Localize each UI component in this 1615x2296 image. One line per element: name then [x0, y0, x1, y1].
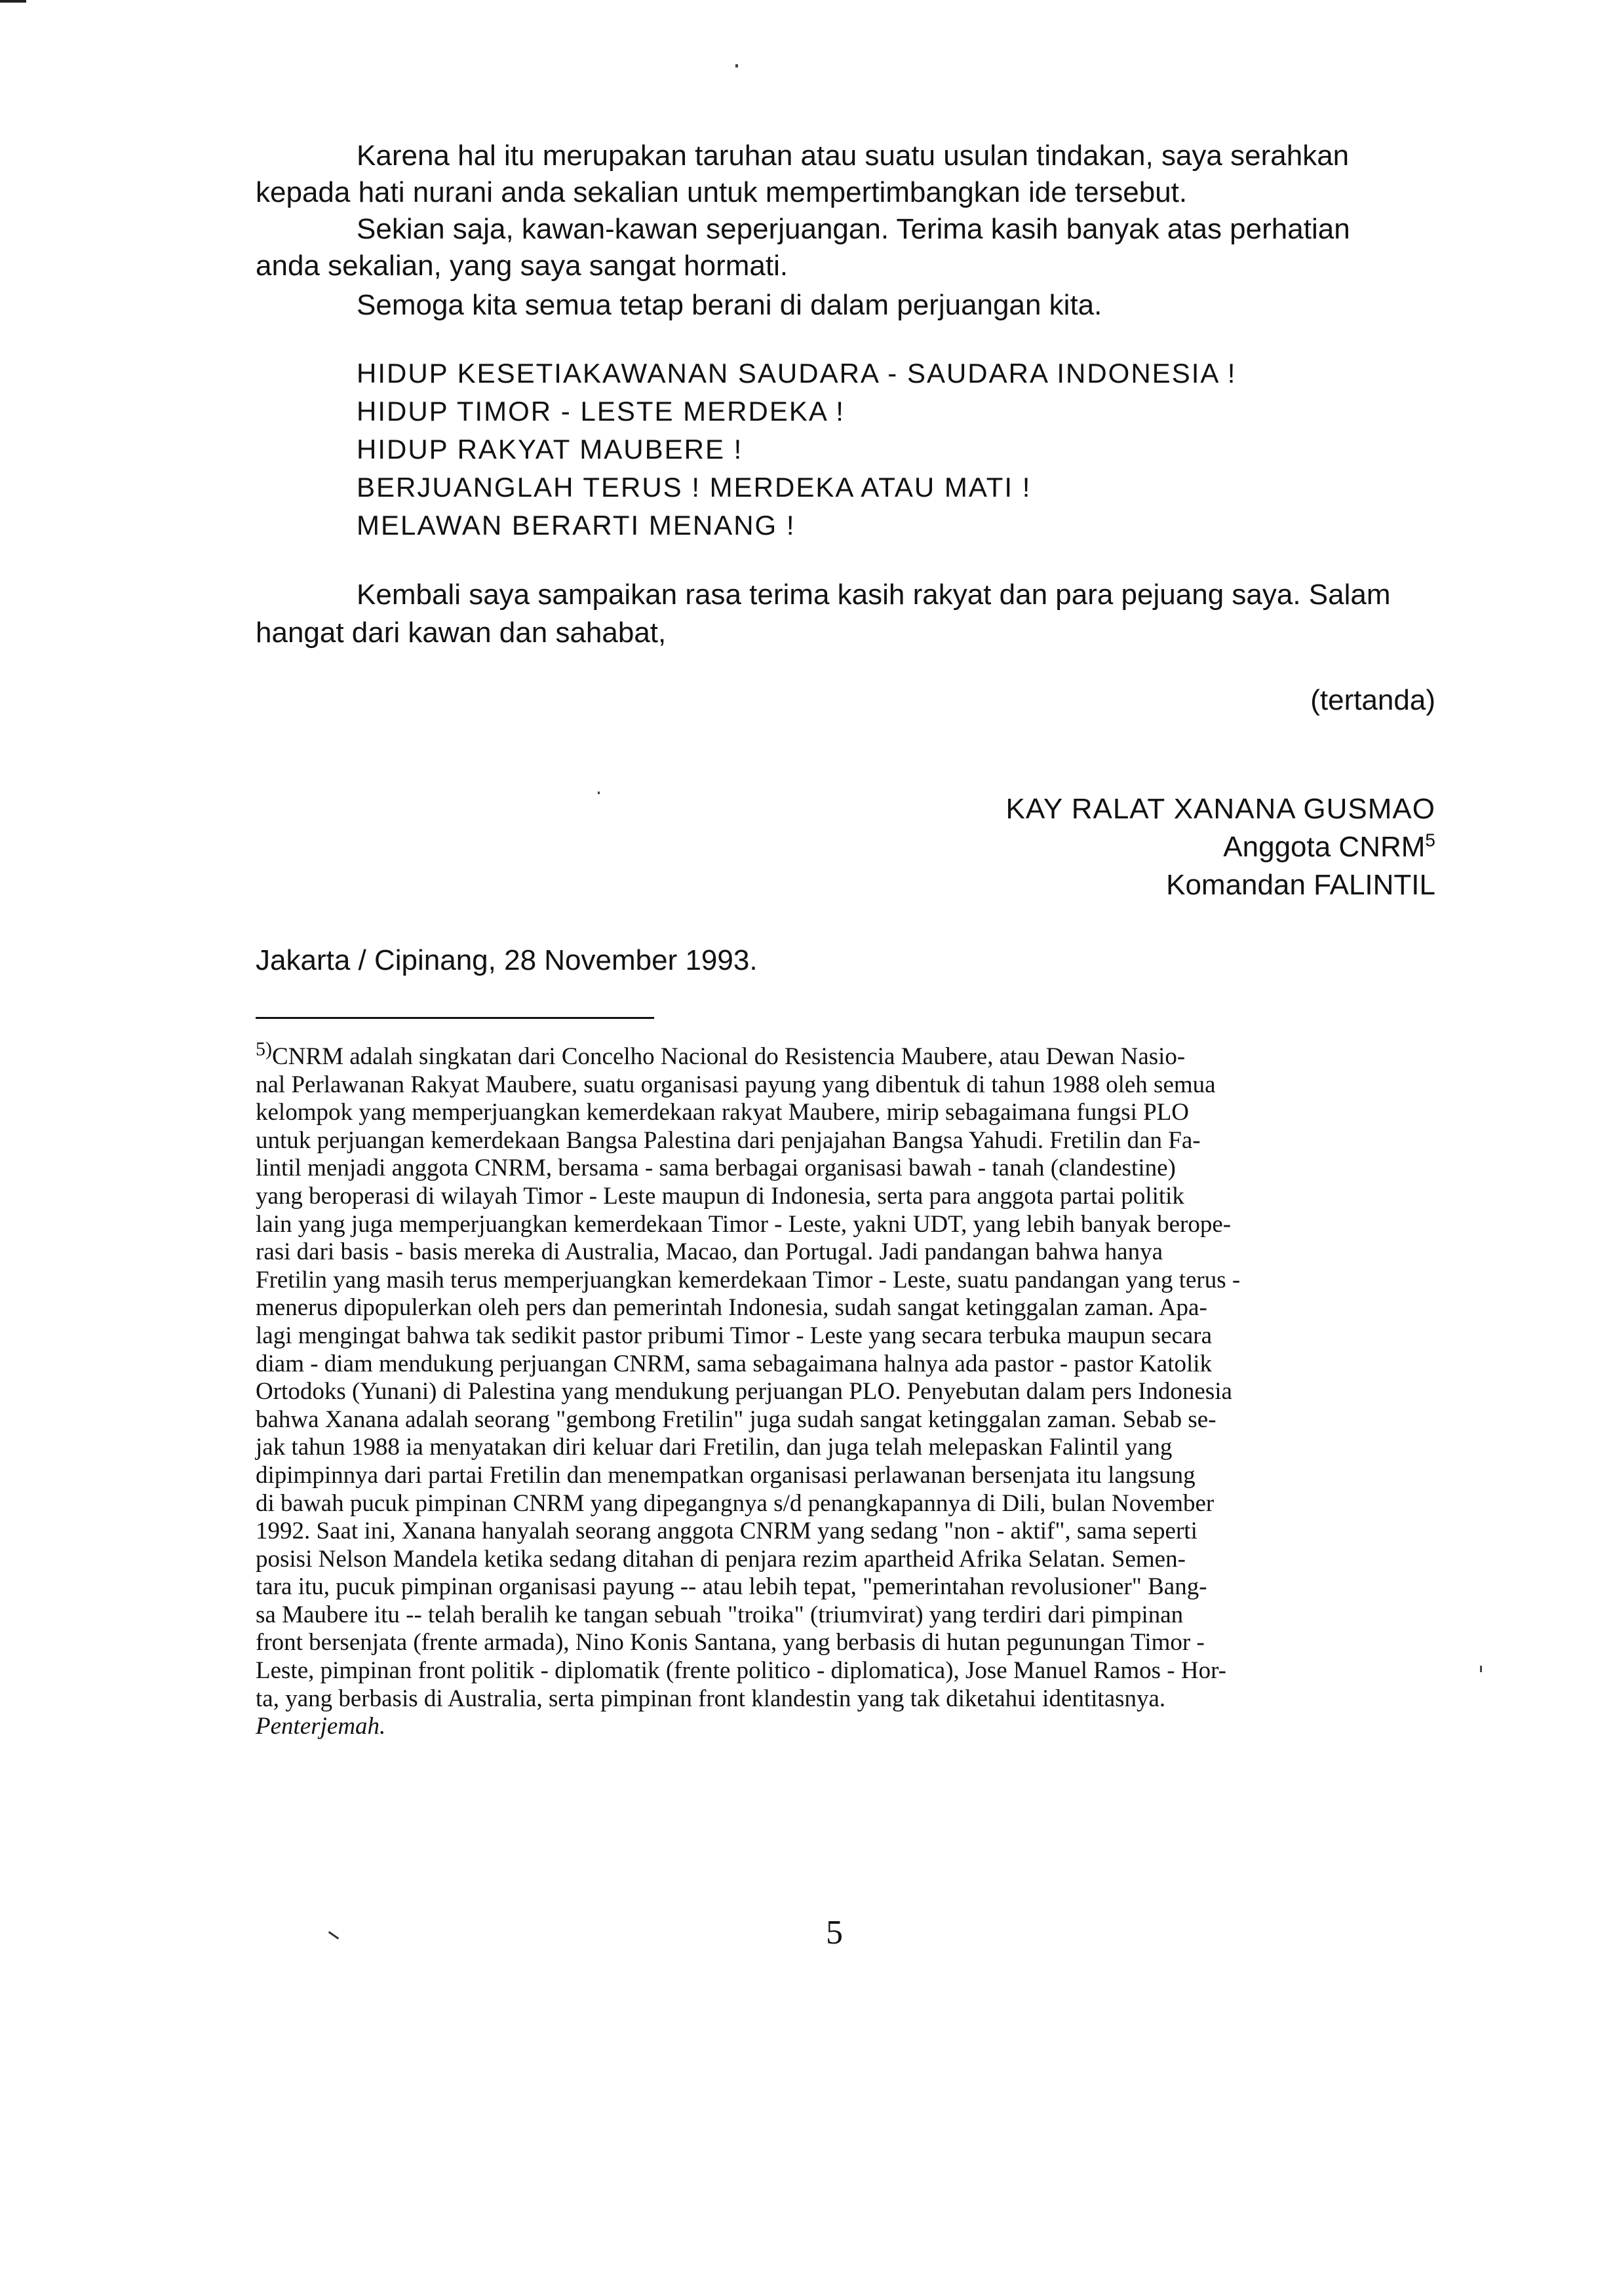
footnote-line: tara itu, pucuk pimpinan organisasi payung -- atau lebih tepat, "pemerintahan revolusioner" Bang-: [256, 1573, 1207, 1601]
scan-corner-mark: [0, 0, 26, 3]
signatory-role-1-text: Anggota CNRM: [1223, 831, 1426, 863]
footnote-line: Penterjemah.: [256, 1713, 386, 1740]
footnote-line: Leste, pimpinan front politik - diplomatik (frente politico - diplomatica), Jose Manuel Ramos - Hor-: [256, 1657, 1226, 1685]
footnote-line: jak tahun 1988 ia menyatakan diri keluar dari Fretilin, dan juga telah melepaskan Falintil yang: [256, 1434, 1173, 1461]
paragraph-1-line-2: kepada hati nurani anda sekalian untuk mempertimbangkan ide tersebut.: [256, 176, 1188, 208]
footnote-line: Fretilin yang masih terus memperjuangkan kemerdekaan Timor - Leste, suatu pandangan yang terus -: [256, 1266, 1241, 1293]
footnote-line: diam - diam mendukung perjuangan CNRM, sama sebagaimana halnya ada pastor - pastor Katolik: [256, 1350, 1213, 1377]
footnote-line: front bersenjata (frente armada), Nino Konis Santana, yang berbasis di hutan pegunungan Timor -: [256, 1629, 1205, 1656]
slogan-line: HIDUP RAKYAT MAUBERE !: [357, 434, 743, 465]
scan-speck: [735, 64, 738, 67]
paragraph-1-line-1: Karena hal itu merupakan taruhan atau suatu usulan tindakan, saya serahkan: [357, 140, 1350, 172]
slogan-line: HIDUP KESETIAKAWANAN SAUDARA - SAUDARA INDONESIA !: [357, 358, 1237, 389]
footnote-line: sa Maubere itu -- telah beralih ke tangan sebuah "troika" (triumvirat) yang terdiri dari pimpinan: [256, 1601, 1184, 1628]
signed-note: (tertanda): [1310, 684, 1435, 716]
footnote-line: posisi Nelson Mandela ketika sedang ditahan di penjara rezim apartheid Afrika Selatan. Semen-: [256, 1545, 1186, 1573]
footnote-line: dipimpinnya dari partai Fretilin dan menempatkan organisasi perlawanan bersenjata itu langsung: [256, 1461, 1196, 1489]
footnote-line: menerus dipopulerkan oleh pers dan pemerintah Indonesia, sudah sangat ketinggalan zaman. Apa-: [256, 1294, 1207, 1322]
signatory-role-2: Komandan FALINTIL: [1166, 869, 1435, 901]
paragraph-3: Semoga kita semua tetap berani di dalam perjuangan kita.: [357, 289, 1102, 321]
footnote-line: 1992. Saat ini, Xanana hanyalah seorang anggota CNRM yang sedang "non - aktif", sama seperti: [256, 1518, 1197, 1545]
footnote-reference: 5: [1425, 830, 1435, 851]
footnote-line: di bawah pucuk pimpinan CNRM yang dipegangnya s/d penangkapannya di Dili, bulan November: [256, 1489, 1215, 1517]
footnote-line: untuk perjuangan kemerdekaan Bangsa Palestina dari penjajahan Bangsa Yahudi. Fretilin dan Fa-: [256, 1126, 1201, 1154]
paragraph-2-line-1: Sekian saja, kawan-kawan seperjuangan. Terima kasih banyak atas perhatian: [357, 213, 1350, 245]
slogan-line: HIDUP TIMOR - LESTE MERDEKA !: [357, 396, 845, 427]
footnote-marker: 5): [256, 1038, 272, 1060]
slogan-line: MELAWAN BERARTI MENANG !: [357, 510, 796, 541]
closing-line-2: hangat dari kawan dan sahabat,: [256, 617, 667, 649]
footnote-line: kelompok yang memperjuangkan kemerdekaan rakyat Maubere, mirip sebagaimana fungsi PLO: [256, 1099, 1190, 1126]
scan-mark: [328, 1931, 339, 1940]
closing-line-1: Kembali saya sampaikan rasa terima kasih rakyat dan para pejuang saya. Salam: [357, 579, 1391, 611]
footnote: [256, 1038, 1435, 1741]
footnote-line: Ortodoks (Yunani) di Palestina yang mendukung perjuangan PLO. Penyebutan dalam pers Indonesia: [256, 1378, 1232, 1406]
footnote-line: lagi mengingat bahwa tak sedikit pastor pribumi Timor - Leste yang secara terbuka maupun secara: [256, 1322, 1213, 1349]
footnote-line: rasi dari basis - basis mereka di Australia, Macao, dan Portugal. Jadi pandangan bahwa hanya: [256, 1238, 1163, 1266]
slogan-line: BERJUANGLAH TERUS ! MERDEKA ATAU MATI !: [357, 472, 1032, 503]
scan-speck: [1480, 1666, 1482, 1672]
footnote-separator: [256, 1017, 654, 1019]
footnote-line: lintil menjadi anggota CNRM, bersama - sama berbagai organisasi bawah - tanah (clandestine): [256, 1155, 1176, 1182]
footnote-line: $^{5)}$CNRM adalah singkatan dari Concelho Nacional do Resistencia Maubere, atau Dewan Nasio-: [256, 1038, 1186, 1070]
footnote-line: ta, yang berbasis di Australia, serta pimpinan front klandestin yang tak diketahui identitasnya.: [256, 1685, 1166, 1712]
signatory-name: KAY RALAT XANANA GUSMAO: [1005, 793, 1435, 825]
place-date: Jakarta / Cipinang, 28 November 1993.: [256, 944, 758, 976]
page-number: 5: [826, 1914, 843, 1951]
scan-speck: [598, 792, 600, 794]
footnote-line: nal Perlawanan Rakyat Maubere, suatu organisasi payung yang dibentuk di tahun 1988 oleh semua: [256, 1071, 1216, 1098]
signatory-role-1: [1223, 831, 1435, 864]
paragraph-2-line-2: anda sekalian, yang saya sangat hormati.: [256, 250, 788, 282]
footnote-line: yang beroperasi di wilayah Timor - Leste maupun di Indonesia, serta para anggota partai politik: [256, 1182, 1184, 1210]
footnote-line: bahwa Xanana adalah seorang "gembong Fretilin" juga sudah sangat ketinggalan zaman. Sebab se-: [256, 1406, 1216, 1433]
footnote-line: lain yang juga memperjuangkan kemerdekaan Timor - Leste, yakni UDT, yang lebih banyak berope-: [256, 1210, 1232, 1238]
